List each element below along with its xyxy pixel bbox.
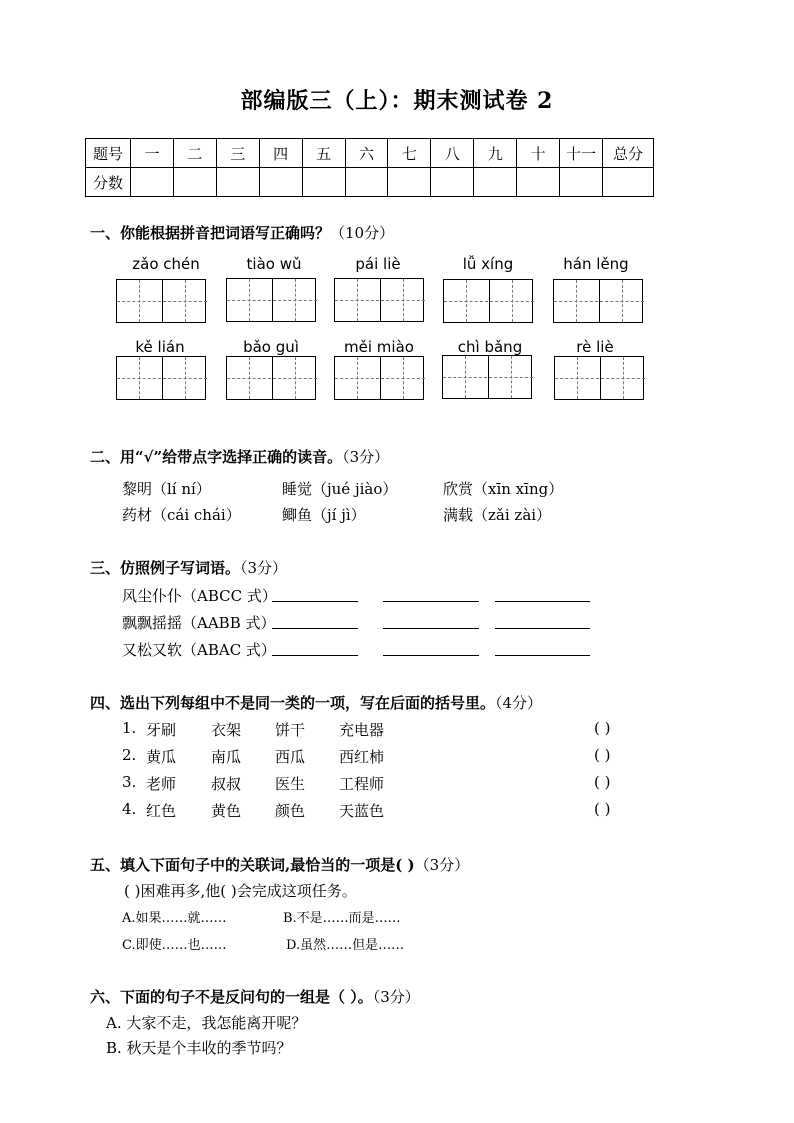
answer-line[interactable] xyxy=(495,655,590,656)
pinyin-label: zǎo chén xyxy=(132,255,200,273)
list-item: 衣架 xyxy=(211,721,242,739)
q5-points: （3分） xyxy=(414,856,470,874)
writing-grid[interactable] xyxy=(226,278,316,322)
score-input-cell[interactable] xyxy=(517,168,560,197)
pattern-example: 又松又软（ABAC 式） xyxy=(122,641,276,659)
pinyin-label: lǚ xíng xyxy=(462,255,514,273)
answer-bracket[interactable]: ( ) xyxy=(594,800,611,818)
q2-points: （3分） xyxy=(342,448,390,466)
pinyin-label: kě lián xyxy=(135,338,185,356)
q3-heading xyxy=(90,557,287,578)
list-item: 叔叔 xyxy=(211,775,242,793)
q1-points: （10分） xyxy=(330,224,395,242)
score-input-cell[interactable] xyxy=(173,168,216,197)
table-cell: 六 xyxy=(345,139,388,168)
score-table xyxy=(85,138,654,197)
table-cell: 三 xyxy=(216,139,259,168)
option-d[interactable]: D.虽然……但是…… xyxy=(286,938,405,953)
q4-heading xyxy=(90,692,542,713)
score-input-cell[interactable] xyxy=(560,168,603,197)
score-input-cell[interactable] xyxy=(131,168,174,197)
option-a[interactable]: A. 大家不走，我怎能离开呢？ xyxy=(106,1014,307,1032)
score-input-cell[interactable] xyxy=(259,168,302,197)
table-cell: 四 xyxy=(259,139,302,168)
table-cell: 七 xyxy=(388,139,431,168)
list-item: 西红柿 xyxy=(339,748,385,766)
answer-bracket[interactable]: ( ) xyxy=(594,773,611,791)
q6-heading xyxy=(90,986,420,1007)
writing-grid[interactable] xyxy=(116,279,206,323)
pinyin-label: bǎo guì xyxy=(243,338,299,356)
answer-bracket[interactable]: ( ) xyxy=(594,746,611,764)
q5-heading-text: 五、填入下面句子中的关联词,最恰当的一项是( ) xyxy=(90,856,415,874)
option-a[interactable]: A.如果……就…… xyxy=(122,911,227,926)
score-input-cell[interactable] xyxy=(603,168,654,197)
list-item: 饼干 xyxy=(275,721,306,739)
list-item-number: 4. xyxy=(122,800,137,818)
score-input-cell[interactable] xyxy=(216,168,259,197)
score-input-cell[interactable] xyxy=(388,168,431,197)
writing-grid[interactable] xyxy=(116,356,206,400)
q3-points: （3分） xyxy=(240,559,288,577)
pronunciation-item[interactable]: 满载（zǎi zài） xyxy=(443,506,552,524)
q6-heading-text: 六、下面的句子不是反问句的一组是（ ）。 xyxy=(90,988,373,1006)
pattern-example: 风尘仆仆（ABCC 式） xyxy=(122,587,277,605)
q3-heading-text: 三、仿照例子写词语。 xyxy=(90,559,241,577)
q2-heading xyxy=(90,446,389,467)
pattern-example: 飘飘摇摇（AABB 式） xyxy=(122,614,276,632)
score-table-score-row xyxy=(86,168,654,197)
score-table-header-row xyxy=(86,139,654,168)
list-item-number: 3. xyxy=(122,773,137,791)
pinyin-label: měi miào xyxy=(344,338,414,356)
list-item: 南瓜 xyxy=(211,748,242,766)
q1-heading-text: 一、你能根据拼音把词语写正确吗？ xyxy=(90,224,331,242)
list-item: 充电器 xyxy=(339,721,385,739)
list-item: 医生 xyxy=(275,775,306,793)
list-item: 颜色 xyxy=(275,802,306,820)
q4-points: （4分） xyxy=(495,694,543,712)
table-cell: 十一 xyxy=(560,139,603,168)
pinyin-label: pái liè xyxy=(355,255,401,273)
writing-grid[interactable] xyxy=(443,279,533,323)
page-title: 部编版三（上）：期末测试卷 2 xyxy=(240,88,554,114)
answer-line[interactable] xyxy=(272,601,358,602)
answer-line[interactable] xyxy=(495,601,590,602)
list-item-number: 2. xyxy=(122,746,137,764)
option-b[interactable]: B.不是……而是…… xyxy=(283,911,401,926)
list-item: 天蓝色 xyxy=(339,802,385,820)
pronunciation-item[interactable]: 欣赏（xīn xīng） xyxy=(443,480,564,498)
pronunciation-item[interactable]: 黎明（lí ní） xyxy=(122,480,211,498)
table-cell: 九 xyxy=(474,139,517,168)
list-item: 老师 xyxy=(146,775,177,793)
list-item: 黄色 xyxy=(211,802,242,820)
list-item-number: 1. xyxy=(122,719,137,737)
answer-line[interactable] xyxy=(383,601,479,602)
score-input-cell[interactable] xyxy=(431,168,474,197)
table-cell: 题号 xyxy=(86,139,131,168)
q5-heading xyxy=(90,854,469,875)
list-item: 牙刷 xyxy=(146,721,177,739)
pinyin-label: hán lěng xyxy=(563,255,629,273)
score-input-cell[interactable] xyxy=(474,168,517,197)
list-item: 工程师 xyxy=(339,775,385,793)
q6-points: （3分） xyxy=(372,988,420,1006)
table-cell: 八 xyxy=(431,139,474,168)
answer-line[interactable] xyxy=(495,628,590,629)
answer-line[interactable] xyxy=(272,628,358,629)
answer-line[interactable] xyxy=(383,655,479,656)
table-cell: 分数 xyxy=(86,168,131,197)
writing-grid[interactable] xyxy=(553,279,643,323)
q2-heading-text: 二、用“√”给带点字选择正确的读音。 xyxy=(90,448,343,466)
table-cell: 十 xyxy=(517,139,560,168)
pinyin-label: rè liè xyxy=(576,338,614,356)
answer-line[interactable] xyxy=(383,628,479,629)
score-input-cell[interactable] xyxy=(302,168,345,197)
table-cell: 二 xyxy=(173,139,216,168)
option-b[interactable]: B. 秋天是个丰收的季节吗？ xyxy=(106,1039,292,1057)
pinyin-label: tiào wǔ xyxy=(246,255,302,273)
writing-grid[interactable] xyxy=(226,356,316,400)
pronunciation-item[interactable]: 鲫鱼（jí jì） xyxy=(282,506,366,524)
table-cell: 一 xyxy=(131,139,174,168)
table-cell: 五 xyxy=(302,139,345,168)
pinyin-label: chì bǎng xyxy=(457,338,523,356)
q4-heading-text: 四、选出下列每组中不是同一类的一项，写在后面的括号里。 xyxy=(90,694,496,712)
list-item: 西瓜 xyxy=(275,748,306,766)
list-item: 黄瓜 xyxy=(146,748,177,766)
writing-grid[interactable] xyxy=(334,356,424,400)
answer-line[interactable] xyxy=(272,655,358,656)
pronunciation-item[interactable]: 睡觉（jué jiào） xyxy=(282,480,398,498)
pronunciation-item[interactable]: 药材（cái chái） xyxy=(122,506,241,524)
score-input-cell[interactable] xyxy=(345,168,388,197)
q1-heading xyxy=(90,222,394,243)
option-c[interactable]: C.即使……也…… xyxy=(122,938,227,953)
writing-grid[interactable] xyxy=(554,356,644,400)
answer-bracket[interactable]: ( ) xyxy=(594,719,611,737)
list-item: 红色 xyxy=(146,802,177,820)
table-cell: 总分 xyxy=(603,139,654,168)
q5-sentence: ( )困难再多,他( )会完成这项任务。 xyxy=(124,882,357,900)
writing-grid[interactable] xyxy=(442,355,532,399)
writing-grid[interactable] xyxy=(334,278,424,322)
